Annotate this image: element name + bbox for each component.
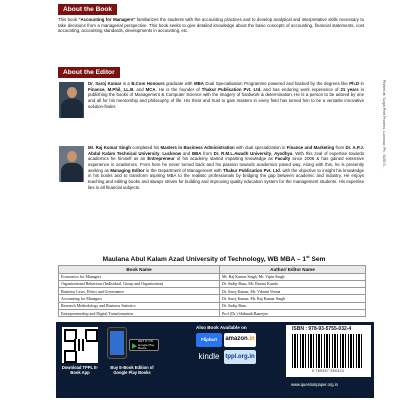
play-icon (132, 343, 137, 349)
amazon-logo[interactable]: amazon.in (224, 333, 256, 347)
isbn-number: ISBN : 978-93-5755-032-4 (292, 326, 352, 332)
table-row: Business Laws, Ethics and Governance Dr. Saroj Kumar, Mr. Vikrant Verma (59, 288, 366, 295)
isbn-block (286, 325, 371, 377)
table-row: Research Methodology and Business Statistics Dr. Sudip Basu (59, 302, 366, 309)
editor-photo-saroj-kumar (59, 82, 84, 118)
editor1-bio: Dr. Saroj Kumar is a B.Com Honours graduate with MBA Dual Specialisation Programme powered and backed by the degrees like Ph.D in Finance, M.Phil, LL.B. and MCA. He is the founder of Thakur Publication Pvt. Ltd. and has enduring work experience of 21 years in publishing the books of Management & Computer Science with the imagery of hardwork & determination. He is a person to be adored by one and all for his mentorship and philosophy of life. His thirst and trust to gain masters in every field has turned him to be a versatile innovative solution-finder. (88, 81, 364, 109)
barcode-digits: 9 789357 550324 (311, 369, 345, 373)
tppl-logo[interactable]: tppl.org.in (224, 350, 256, 364)
table-row: Accounting for Managers Dr. Saroj Kumar, Mr. Raj Kumar Singh (59, 295, 366, 302)
editor2-bio: Mr. Raj Kumar Singh completed his Masters in Business Administration with dual specialization in Finance and Marketing from Dr. A.P.J. Abdul Kalam Technical University, Lucknow and BBA from Dr. R.M.L.Awadh University, Ayodhya. With this zeal of expertise towards academics he himself as an Entrepreneur of his academy started imparting knowledge as Faculty since 2006 & has gained extensive experience in academics. From here he never turned back and his passion towards academics paved way. Along with this, he is presently working as Managing Editor in the Department of Management with Thakur Publication Pvt. Ltd. with the objective to insight his knowledge in his books and to transform aspiring MBA to the realistic professionals by bridging the gap between academic and industry. He enjoys teaching and editing books and always strives for building and improving quality education system for the management students. His expertise lies in all financial subjects. (88, 145, 365, 190)
book-title: "Accounting for Managers" (78, 17, 136, 22)
books-table (58, 265, 366, 317)
footer (56, 322, 374, 398)
column-header: Book Name (59, 266, 220, 274)
section-heading-about-book: About the Book (58, 4, 117, 15)
table-header-row (59, 266, 366, 274)
printer-side-text: Printed at: Surya Print Process, Lucknow. Ph.: 9235 5... (382, 80, 386, 169)
about-book-text: This book "Accounting for Managers" familiarizes the students with the accounting practices and to develop analytical and interpretative skills necessary to take decisions from a managerial perspective. This book seeks to give detailed knowledge about the basic concepts of accounting, financial statements, cost accounting, accounting standards, developments in accounting, etc. (58, 17, 364, 34)
qr-caption: Download TPPL E-Book App (61, 365, 99, 375)
table-row: Organizational Behaviour (Individual, Group and Organization) Dr. Sudip Basu, Mr. Iltutmi Kundu (59, 280, 366, 287)
barcode (292, 334, 364, 368)
kindle-logo[interactable]: kindle (198, 352, 220, 361)
website-link[interactable]: www.questionpaper.org.in (291, 382, 338, 387)
table-row: Entrepreneurship and Digital Transformation Prof (Dr.) Shibnath Banerjee (59, 309, 366, 316)
column-header: Author/ Editor Name (220, 266, 366, 274)
editor-photo-raj-kumar-singh (59, 146, 84, 182)
qr-code-icon[interactable] (62, 327, 98, 363)
flipkart-logo[interactable]: Flipkart (196, 333, 222, 347)
available-on-label: Also Book Available on (196, 325, 247, 330)
google-play-books-badge[interactable]: GET IT ON Google Play Books (129, 339, 159, 351)
section-heading-about-editor: About the Editor (58, 67, 120, 78)
google-play-caption: Buy E-Book Edition of Google Play Books (110, 365, 154, 375)
course-title: Maulana Abul Kalam Azad University of Technology, WB MBA – 1st Sem (102, 254, 326, 264)
phone-icon (107, 327, 127, 359)
table-row: Economics for Managers Mr. Raj Kumar Singh, Mr. Vipin Singh (59, 273, 366, 280)
